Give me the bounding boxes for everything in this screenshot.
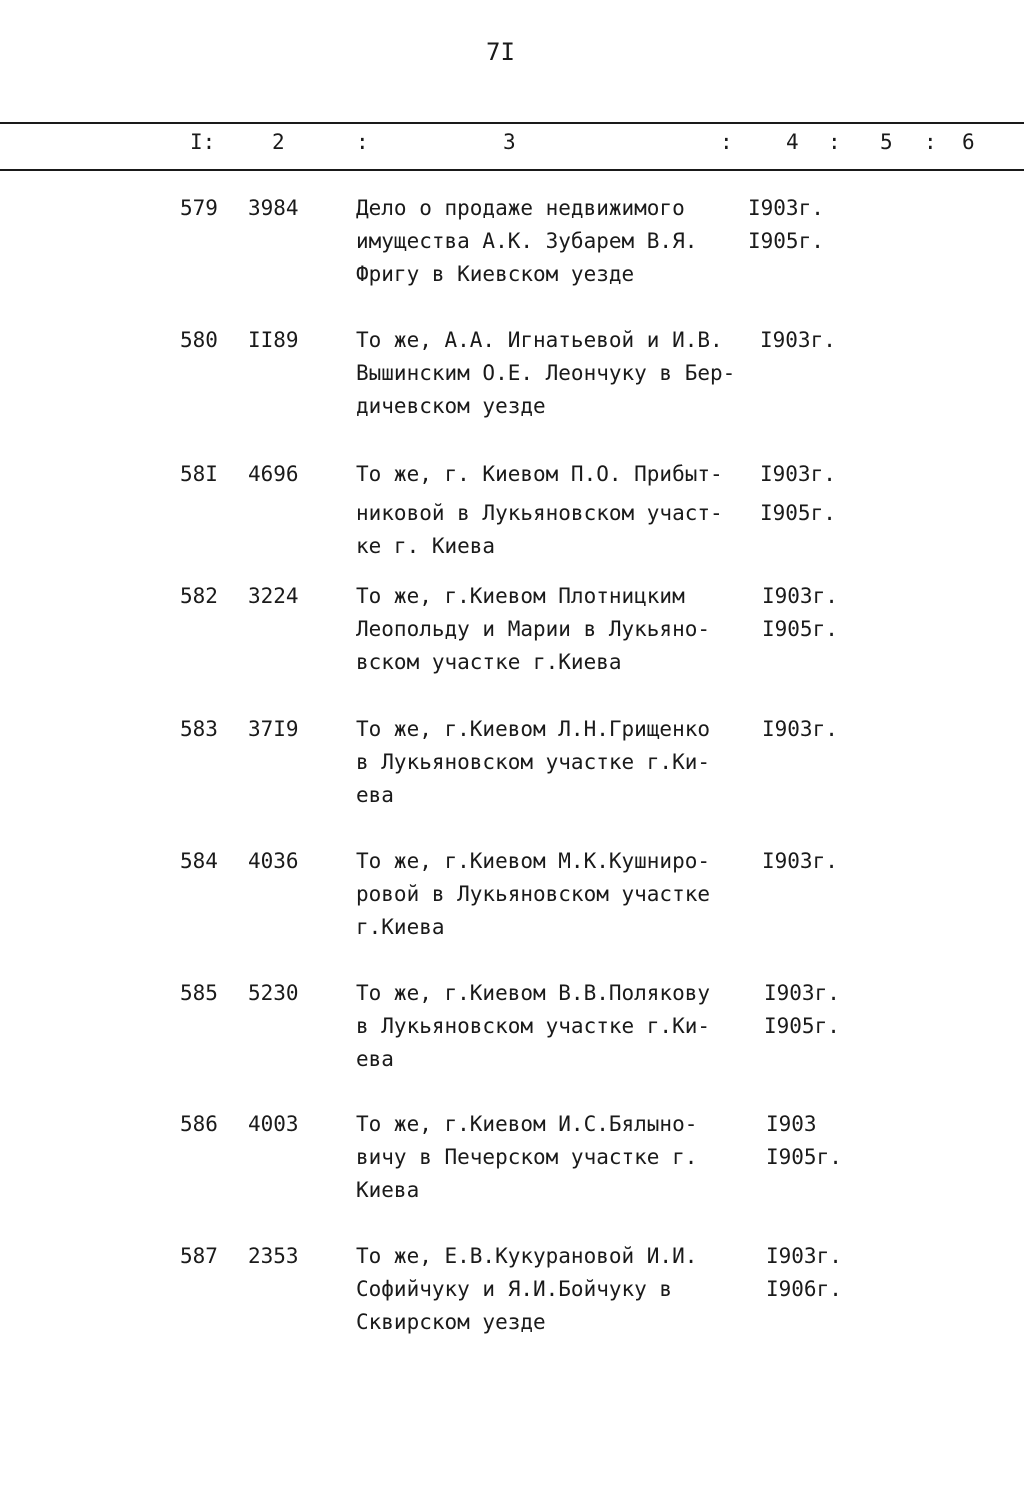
row-code: 4003 xyxy=(248,1112,299,1136)
description-line: Киева xyxy=(356,1178,420,1202)
description-line: имущества А.К. Зубарем В.Я. xyxy=(356,229,698,253)
description-line: вичу в Печерском участке г. xyxy=(356,1145,698,1169)
row-code: 3224 xyxy=(248,584,299,608)
row-years xyxy=(764,977,840,1043)
year-value: I903г. xyxy=(762,584,838,608)
description-line: То же, г.Киевом В.В.Полякову xyxy=(356,981,711,1005)
year-value: I903г. xyxy=(764,981,840,1005)
row-description xyxy=(356,1240,756,1339)
description-line: вском участке г.Киева xyxy=(356,650,622,674)
description-line: То же, г.Киевом Плотницким xyxy=(356,584,685,608)
year-value: I903г. xyxy=(760,328,836,352)
row-description xyxy=(356,977,756,1076)
description-line: Леопольду и Марии в Лукьяно- xyxy=(356,617,711,641)
row-code: II89 xyxy=(248,328,299,352)
description-line: Софийчуку и Я.И.Бойчуку в xyxy=(356,1277,673,1301)
row-years xyxy=(762,845,838,878)
description-line: Фригу в Киевском уезде xyxy=(356,262,635,286)
year-value: I903г. xyxy=(762,849,838,873)
description-line: То же, г.Киевом И.С.Бялыно- xyxy=(356,1112,698,1136)
header-separator: : xyxy=(828,130,841,154)
row-description xyxy=(356,458,756,563)
row-number: 584 xyxy=(180,849,218,873)
row-years xyxy=(748,192,824,258)
description-line: ке г. Киева xyxy=(356,534,496,558)
row-years xyxy=(762,580,838,646)
row-description xyxy=(356,713,756,812)
description-line: То же, г. Киевом П.О. Прибыт- xyxy=(356,462,723,486)
row-code: 4696 xyxy=(248,462,299,486)
row-years xyxy=(760,458,836,530)
page-number: 7I xyxy=(486,38,515,66)
year-value: I905г. xyxy=(766,1145,842,1169)
description-line: То же, г.Киевом Л.Н.Грищенко xyxy=(356,717,711,741)
row-number: 579 xyxy=(180,196,218,220)
year-value: I905г. xyxy=(748,229,824,253)
description-line: То же, А.А. Игнатьевой и И.В. xyxy=(356,328,723,352)
description-line: То же, Е.В.Кукурановой И.И. xyxy=(356,1244,698,1268)
header-col-4: 4 xyxy=(786,130,799,154)
description-line: Вышинским О.Е. Леончуку в Бер- xyxy=(356,361,736,385)
description-line: Дело о продаже недвижимого xyxy=(356,196,685,220)
year-value: I903 xyxy=(766,1112,817,1136)
year-value: I903г. xyxy=(762,717,838,741)
row-description xyxy=(356,845,756,944)
row-years xyxy=(760,324,836,357)
year-value: I903г. xyxy=(766,1244,842,1268)
header-top-rule xyxy=(0,122,1024,124)
year-value: I905г. xyxy=(764,1014,840,1038)
header-col-2: 2 xyxy=(272,130,285,154)
description-line: Сквирском уезде xyxy=(356,1310,546,1334)
row-code: 5230 xyxy=(248,981,299,1005)
row-number: 585 xyxy=(180,981,218,1005)
year-value: I905г. xyxy=(760,501,836,525)
description-line: ева xyxy=(356,1047,394,1071)
row-code: 37I9 xyxy=(248,717,299,741)
year-value: I903г. xyxy=(760,462,836,486)
row-code: 3984 xyxy=(248,196,299,220)
description-line: г.Киева xyxy=(356,915,445,939)
description-line: никовой в Лукьяновском участ- xyxy=(356,501,723,525)
description-line: То же, г.Киевом М.К.Кушниро- xyxy=(356,849,711,873)
header-col-6: 6 xyxy=(962,130,975,154)
description-line: в Лукьяновском участке г.Ки- xyxy=(356,750,711,774)
year-value: I906г. xyxy=(766,1277,842,1301)
row-code: 4036 xyxy=(248,849,299,873)
header-col-3: 3 xyxy=(503,130,516,154)
header-separator: : xyxy=(924,130,937,154)
row-code: 2353 xyxy=(248,1244,299,1268)
row-number: 582 xyxy=(180,584,218,608)
row-years xyxy=(762,713,838,746)
row-number: 583 xyxy=(180,717,218,741)
row-description xyxy=(356,580,756,679)
header-separator: : xyxy=(720,130,733,154)
year-value: I905г. xyxy=(762,617,838,641)
header-separator: : xyxy=(356,130,369,154)
header-col-1: I: xyxy=(190,130,216,154)
row-number: 586 xyxy=(180,1112,218,1136)
description-line: в Лукьяновском участке г.Ки- xyxy=(356,1014,711,1038)
row-number: 58I xyxy=(180,462,218,486)
description-line: ровой в Лукьяновском участке xyxy=(356,882,711,906)
row-description xyxy=(356,1108,756,1207)
description-line: ева xyxy=(356,783,394,807)
description-line: дичевском уезде xyxy=(356,394,546,418)
header-col-5: 5 xyxy=(880,130,893,154)
header-bottom-rule xyxy=(0,169,1024,171)
row-description xyxy=(356,324,756,423)
row-number: 587 xyxy=(180,1244,218,1268)
row-years xyxy=(766,1108,842,1174)
row-description xyxy=(356,192,756,291)
row-years xyxy=(766,1240,842,1306)
row-number: 580 xyxy=(180,328,218,352)
year-value: I903г. xyxy=(748,196,824,220)
